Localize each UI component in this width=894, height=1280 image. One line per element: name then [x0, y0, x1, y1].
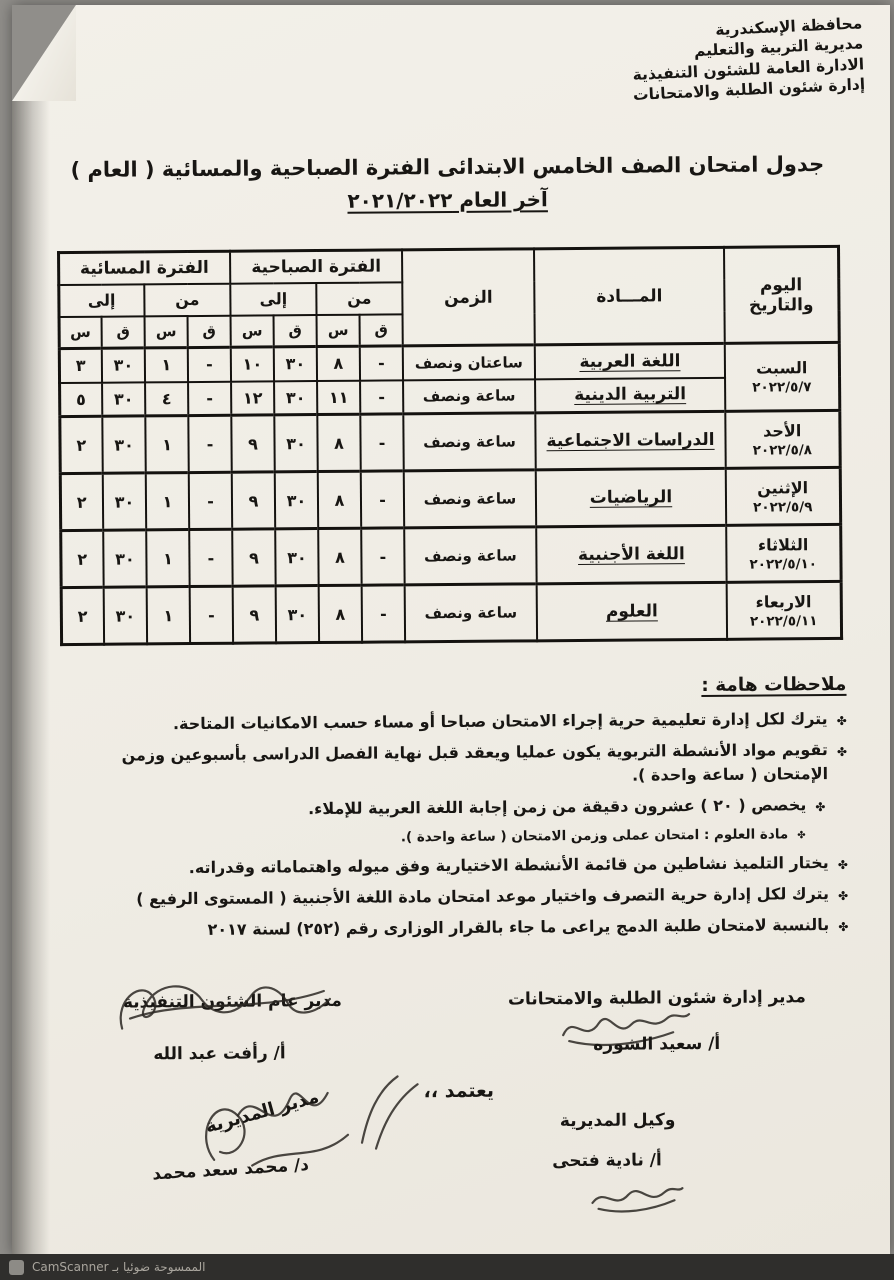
header-evening-from: من [144, 283, 230, 316]
subject-cell: العلوم [537, 582, 727, 640]
document-title [8, 152, 886, 216]
day-date: ٢٠٢٢/٥/٩ [753, 498, 813, 516]
day-cell [725, 410, 839, 468]
time-cell: - [362, 585, 405, 642]
time-cell: ٣٠ [274, 347, 317, 381]
note-item [69, 707, 847, 737]
time-cell: ٣٠ [274, 415, 317, 472]
notes-section [68, 674, 848, 943]
time-cell: ٣٠ [275, 472, 318, 529]
day-name: الثلاثاء [757, 534, 809, 555]
time-cell: ٢ [60, 473, 103, 530]
time-cell: ٢ [60, 530, 103, 587]
header-minutes: ق [360, 314, 403, 346]
letterhead-line: محافظة الإسكندرية [714, 14, 863, 40]
header-minutes: ق [274, 315, 317, 347]
note-item [70, 824, 848, 850]
letterhead-line: إدارة شئون الطلبة والامتحانات [632, 75, 866, 105]
time-cell: ٨ [319, 585, 362, 642]
letterhead-line: مديرية التربية والتعليم [693, 34, 864, 61]
time-cell: ٩ [233, 586, 276, 643]
day-date: ٢٠٢٢/٥/١٠ [749, 555, 818, 573]
time-cell: ٣٠ [275, 529, 318, 586]
day-cell [726, 467, 840, 525]
header-day-date: اليوم والتاريخ [724, 246, 839, 343]
note-item [70, 851, 848, 881]
letterhead [629, 13, 865, 105]
time-cell: ٨ [317, 414, 360, 471]
day-date: ٢٠٢٢/٥/١١ [749, 612, 818, 630]
header-subject: المـــادة [534, 247, 725, 344]
time-cell: ٣٠ [102, 348, 145, 382]
time-cell: ١١ [317, 380, 360, 414]
approval-text: يعتمد ،، [423, 1079, 495, 1103]
time-cell: - [360, 380, 403, 414]
time-cell: ١ [146, 530, 189, 587]
header-morning-to: إلى [230, 283, 316, 316]
table-row [60, 467, 840, 530]
document-page [12, 5, 890, 1255]
signature-nadia-fathy [586, 1178, 686, 1219]
camscanner-text: الممسوحة ضوئيا بـ CamScanner [32, 1260, 206, 1274]
note-item [70, 913, 848, 943]
time-cell: ١ [146, 473, 189, 530]
note-text: يخصص ( ٢٠ ) عشرون دقيقة من زمن إجابة اللغة العربية للإملاء. [307, 795, 807, 819]
letterhead-line: الادارة العامة للشئون التنفيذية [631, 55, 865, 84]
time-cell: ٩ [231, 415, 274, 472]
time-cell: ١ [145, 348, 188, 382]
time-cell: - [360, 346, 403, 380]
header-hours: س [145, 316, 188, 348]
day-name: الأحد [763, 420, 802, 441]
camscanner-logo-icon [9, 1260, 24, 1275]
subject-cell: اللغة الأجنبية [536, 525, 726, 583]
time-cell: ١ [147, 587, 190, 644]
time-cell: ٩ [232, 529, 275, 586]
duration-cell: ساعة ونصف [405, 584, 537, 642]
duration-cell: ساعة ونصف [403, 413, 535, 471]
time-cell: ٢ [59, 416, 102, 473]
page-content [7, 2, 894, 1259]
exam-schedule-table [57, 245, 843, 646]
note-text: بالنسبة لامتحان طلبة الدمج يراعى ما جاء بالقرار الوزارى رقم (٢٥٢) لسنة ٢٠١٧ [207, 915, 830, 940]
note-bullet-icon: ✤ [815, 800, 826, 815]
duration-cell: ساعة ونصف [404, 470, 536, 528]
note-text: تقويم مواد الأنشطة التربوية يكون عمليا ويعقد قبل نهاية الفصل الدراسى بأسبوعين وزمن الإمتحان ( ساعة واحدة ). [121, 740, 829, 785]
page-subtitle: آخر العام ٢٠٢١/٢٠٢٢ [347, 187, 548, 213]
note-item [70, 882, 848, 912]
day-name: الاربعاء [755, 591, 812, 612]
note-bullet-icon: ✤ [797, 830, 806, 842]
header-duration: الزمن [402, 249, 535, 346]
table-row [60, 524, 840, 587]
duration-cell: ساعة ونصف [404, 527, 536, 585]
deputy-title: وكيل المديرية [559, 1110, 676, 1132]
header-row-groups [58, 246, 838, 284]
note-bullet-icon: ✤ [836, 744, 848, 759]
time-cell: ١ [145, 416, 188, 473]
time-cell: - [360, 414, 403, 471]
time-cell: - [361, 528, 404, 585]
time-cell: - [188, 347, 231, 381]
note-bullet-icon: ✤ [838, 920, 849, 935]
time-cell: - [188, 381, 231, 415]
signature-raafat-abdallah [110, 969, 341, 1046]
subject-cell: الدراسات الاجتماعية [535, 411, 725, 469]
header-evening-period: الفترة المسائية [58, 251, 230, 284]
director-name: د/ محمد سعد محمد [151, 1155, 310, 1185]
subject-cell: التربية الدينية [535, 377, 725, 412]
students-affairs-title: مدير إدارة شئون الطلبة والامتحانات [507, 987, 806, 1010]
day-cell [727, 581, 841, 639]
day-date: ٢٠٢٢/٥/٧ [752, 379, 812, 396]
day-cell [726, 524, 840, 582]
header-morning-from: من [316, 282, 402, 315]
day-name: السبت [756, 358, 808, 378]
time-cell: - [189, 529, 232, 586]
director-title: مدير المديرية [203, 1086, 322, 1138]
time-cell: ٨ [318, 471, 361, 528]
header-hours: س [59, 316, 102, 348]
time-cell: ٣٠ [102, 416, 145, 473]
time-cell: - [188, 415, 231, 472]
note-text: يختار التلميذ نشاطين من قائمة الأنشطة الاختيارية وفق ميوله واهتماماته وقدراته. [188, 853, 829, 878]
duration-cell: ساعتان ونصف [403, 345, 535, 380]
note-text: مادة العلوم : امتحان عملى وزمن الامتحان ( ساعة واحدة ). [400, 826, 789, 846]
executive-title: مدير عام الشئون التنفيذية [122, 991, 342, 1013]
deputy-name: أ/ نادية فتحى [552, 1150, 662, 1172]
table-row [61, 581, 841, 644]
day-date: ٢٠٢٢/٥/٨ [752, 441, 813, 459]
note-bullet-icon: ✤ [836, 713, 847, 728]
signatures-section [15, 979, 894, 1236]
executive-name: أ/ رأفت عبد الله [153, 1043, 286, 1065]
header-minutes: ق [102, 316, 145, 348]
note-text: يترك لكل إدارة تعليمية حرية إجراء الامتحان صباحا أو مساء حسب الامكانيات المتاحة. [172, 709, 828, 734]
time-cell: ٣٠ [104, 587, 147, 644]
subject-cell: اللغة العربية [535, 343, 725, 378]
header-minutes: ق [188, 315, 231, 347]
time-cell: ٤ [145, 382, 188, 416]
header-evening-to: إلى [58, 284, 144, 317]
notes-title: ملاحظات هامة : [701, 673, 847, 697]
header-hours: س [317, 314, 360, 346]
time-cell: ٣٠ [102, 382, 145, 416]
time-cell: ٣ [59, 348, 102, 382]
table-row [59, 410, 839, 473]
time-cell: ٨ [317, 346, 360, 380]
time-cell: ٣٠ [274, 381, 317, 415]
time-cell: ٥ [59, 382, 102, 416]
time-cell: ٣٠ [103, 530, 146, 587]
signature-mohamed-saad [185, 1070, 426, 1182]
day-name: الإثنين [757, 477, 809, 498]
time-cell: ٢ [61, 587, 104, 644]
time-cell: ١٢ [231, 381, 274, 415]
time-cell: - [361, 471, 404, 528]
day-cell [725, 342, 840, 411]
note-item [69, 793, 847, 823]
time-cell: - [190, 586, 233, 643]
time-cell: ٣٠ [103, 473, 146, 530]
camscanner-bar [0, 1254, 894, 1280]
note-text: يترك لكل إدارة حرية التصرف واختيار موعد امتحان مادة اللغة الأجنبية ( المستوى الرفيع ) [136, 884, 830, 909]
note-bullet-icon: ✤ [837, 889, 849, 904]
time-cell: ٣٠ [276, 586, 319, 643]
page-title: جدول امتحان الصف الخامس الابتدائى الفترة الصباحية والمسائية ( العام ) [70, 152, 825, 182]
header-morning-period: الفترة الصباحية [230, 250, 402, 283]
subject-cell: الرياضيات [536, 468, 726, 526]
note-item [69, 738, 847, 792]
time-cell: - [189, 472, 232, 529]
time-cell: ١٠ [231, 347, 274, 381]
note-bullet-icon: ✤ [837, 858, 848, 873]
time-cell: ٩ [232, 472, 275, 529]
header-hours: س [231, 315, 274, 347]
students-affairs-name: أ/ سعيد الشوره [593, 1034, 721, 1056]
time-cell: ٨ [318, 528, 361, 585]
duration-cell: ساعة ونصف [403, 379, 535, 414]
